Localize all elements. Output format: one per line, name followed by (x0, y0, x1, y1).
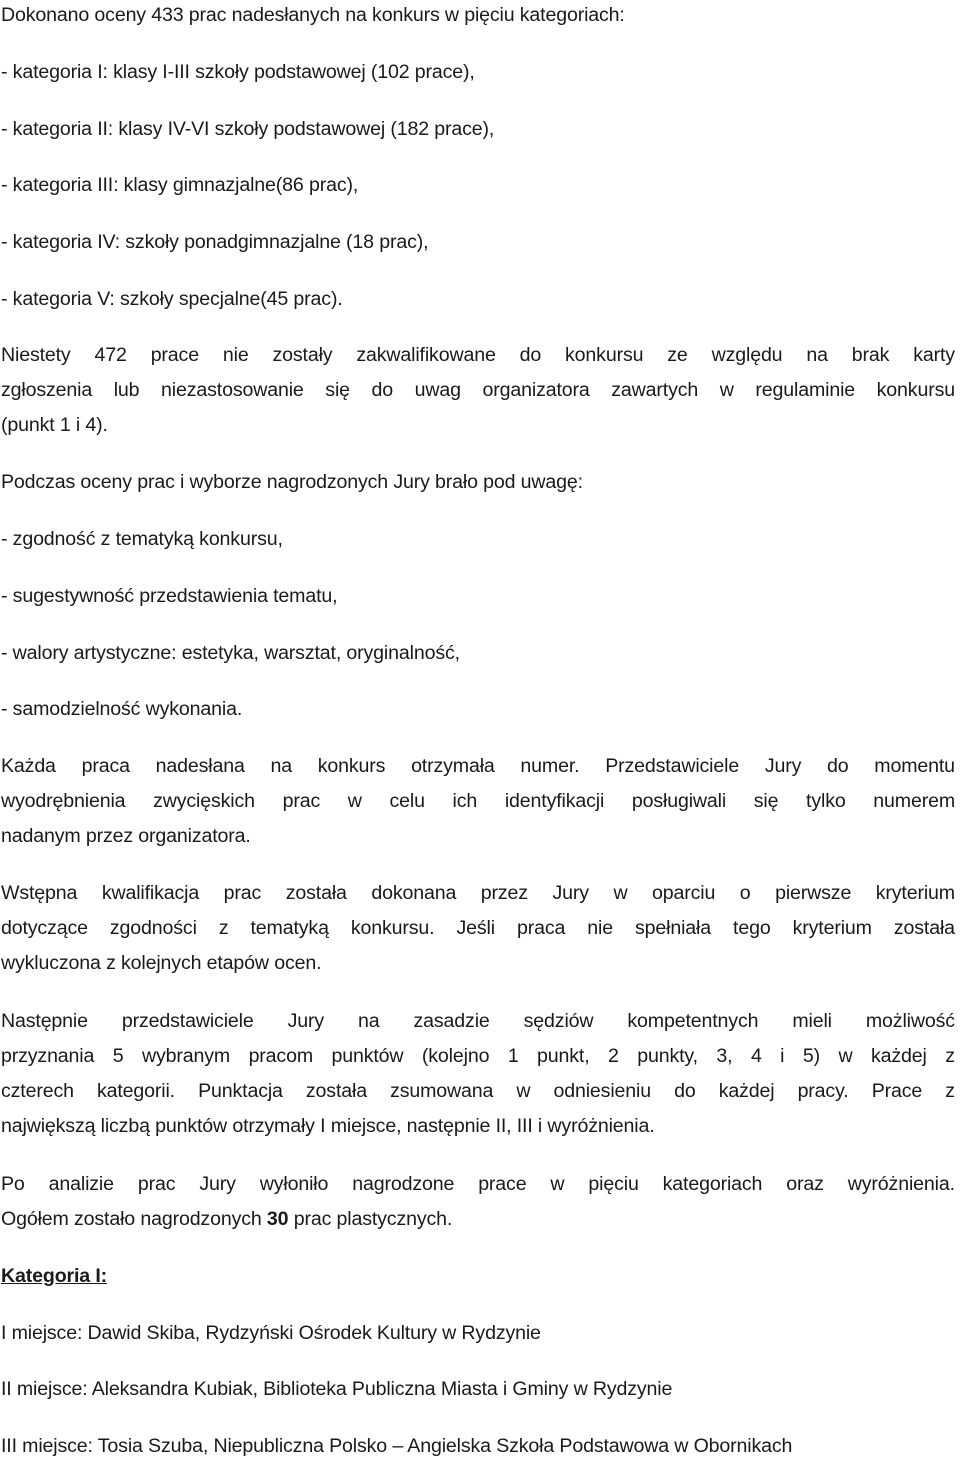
word: 5 (112, 1045, 124, 1067)
numbering-paragraph-line (1, 786, 955, 816)
word: odniesieniu (553, 1080, 651, 1102)
word: do (371, 379, 394, 401)
word: została (305, 1080, 367, 1102)
word: zgodności (109, 917, 197, 939)
criterion-item: - samodzielność wykonania. (1, 698, 243, 720)
word: każdej (870, 1045, 927, 1067)
word: Następnie (1, 1010, 88, 1032)
word: oparciu (652, 882, 716, 904)
word: spełniała (635, 917, 711, 939)
criterion-item: - zgodność z tematyką konkursu, (1, 528, 283, 550)
word: Niestety (1, 344, 71, 366)
word: w (719, 379, 734, 401)
word: wyłoniło (259, 1173, 329, 1195)
word: Każda (1, 755, 56, 777)
word: konkursu (876, 379, 955, 401)
word: przez (480, 882, 528, 904)
word: organizatora (482, 379, 590, 401)
word: karty (913, 344, 955, 366)
word: Wstępna (1, 882, 78, 904)
word: została (285, 882, 347, 904)
category-item: - kategoria II: klasy IV-VI szkoły podstawowej (182 prace), (1, 118, 495, 140)
word: prace (150, 344, 199, 366)
word: tylko (806, 790, 846, 812)
category-heading: Kategoria I: (1, 1265, 107, 1287)
word: sędziów (523, 1010, 594, 1032)
word: z (945, 1080, 955, 1102)
word: z (945, 1045, 955, 1067)
result-text: prac plastycznych. (288, 1208, 453, 1230)
word: Jury (199, 1173, 236, 1195)
word: zasadzie (413, 1010, 490, 1032)
word: dotyczące (1, 917, 88, 939)
word: pracy. (797, 1080, 849, 1102)
word: zsumowana (390, 1080, 494, 1102)
word: tematyką (250, 917, 329, 939)
word: każdej (718, 1080, 775, 1102)
word: Jury (552, 882, 589, 904)
word: (kolejno (421, 1045, 490, 1067)
rejected-paragraph-line: (punkt 1 i 4). (1, 414, 108, 436)
word: Jury (764, 755, 802, 777)
word: 3, (716, 1045, 733, 1067)
word: została (893, 917, 955, 939)
numbering-paragraph-line: nadanym przez organizatora. (1, 825, 251, 847)
word: celu (389, 790, 425, 812)
word: zawartych (611, 379, 699, 401)
word: kategoriach (662, 1173, 763, 1195)
result-text: Ogółem zostało nagrodzonych (1, 1208, 267, 1230)
rejected-paragraph-line (1, 375, 955, 405)
word: Jeśli (456, 917, 495, 939)
word: numerem (873, 790, 955, 812)
word: momentu (874, 755, 955, 777)
criterion-item: - sugestywność przedstawienia tematu, (1, 585, 338, 607)
word: z (218, 917, 229, 939)
word: nadesłana (155, 755, 245, 777)
word: 2 (608, 1045, 619, 1067)
word: ze (667, 344, 688, 366)
word: w (347, 790, 362, 812)
word: w (613, 882, 628, 904)
word: wybranym (141, 1045, 231, 1067)
word: wyodrębnienia (1, 790, 126, 812)
word: nie (587, 917, 613, 939)
qualification-paragraph-line (1, 878, 955, 908)
word: niezastosowanie (161, 379, 304, 401)
word: do (674, 1080, 696, 1102)
word: kryterium (875, 882, 955, 904)
word: się (325, 379, 350, 401)
word: posługiwali (631, 790, 727, 812)
word: 472 (94, 344, 127, 366)
word: możliwość (865, 1010, 955, 1032)
word: konkurs (317, 755, 386, 777)
word: w (550, 1173, 565, 1195)
word: zostały (272, 344, 333, 366)
qualification-paragraph-line (1, 913, 955, 943)
word: 5) (802, 1045, 820, 1067)
word: otrzymała (411, 755, 495, 777)
category-item: - kategoria III: klasy gimnazjalne(86 prac), (1, 174, 359, 196)
word: punktów (331, 1045, 404, 1067)
word: o (739, 882, 751, 904)
word: do (519, 344, 542, 366)
word: zwycięskich (153, 790, 255, 812)
word: oraz (786, 1173, 824, 1195)
points-paragraph-line (1, 1041, 955, 1071)
word: przedstawiciele (121, 1010, 254, 1032)
qualification-paragraph-line: wykluczona z kolejnych etapów ocen. (1, 952, 322, 974)
word: Punktacja (198, 1080, 283, 1102)
intro-text: Dokonano oceny 433 prac nadesłanych na konkurs w pięciu kategoriach: (1, 4, 625, 26)
word: ich (452, 790, 478, 812)
word: Przedstawiciele (605, 755, 740, 777)
word: w (838, 1045, 853, 1067)
word: konkursu. (350, 917, 435, 939)
word: Po (1, 1173, 25, 1195)
word: kompetentnych (627, 1010, 759, 1032)
word: tego (733, 917, 771, 939)
award-item: III miejsce: Tosia Szuba, Niepubliczna Polsko – Angielska Szkoła Podstawowa w Obornikach (1, 1435, 793, 1457)
category-item: - kategoria I: klasy I-III szkoły podstawowej (102 prace), (1, 61, 475, 83)
award-item: II miejsce: Aleksandra Kubiak, Biblioteka Publiczna Miasta i Gminy w Rydzynie (1, 1378, 673, 1400)
category-item: - kategoria IV: szkoły ponadgimnazjalne (18 prac), (1, 231, 429, 253)
word: regulaminie (755, 379, 856, 401)
word: uwag (414, 379, 461, 401)
criterion-item: - walory artystyczne: estetyka, warsztat, oryginalność, (1, 642, 460, 664)
word: 1 (507, 1045, 519, 1067)
points-paragraph-line: największą liczbą punktów otrzymały I miejsce, następnie II, III i wyróżnienia. (1, 1115, 655, 1137)
word: prac (137, 1173, 176, 1195)
word: wyróżnienia. (847, 1173, 955, 1195)
word: praca (516, 917, 566, 939)
word: w (516, 1080, 531, 1102)
word: pracom (248, 1045, 313, 1067)
word: punkt, (537, 1045, 590, 1067)
result-paragraph-line (1, 1204, 452, 1234)
word: Jury (287, 1010, 325, 1032)
word: pięciu (588, 1173, 639, 1195)
word: analizie (48, 1173, 114, 1195)
word: kwalifikacja (101, 882, 200, 904)
word: zgłoszenia (1, 379, 93, 401)
result-paragraph-line (1, 1169, 955, 1199)
word: lub (113, 379, 140, 401)
word: Prace (871, 1080, 923, 1102)
points-paragraph-line (1, 1006, 955, 1036)
word: prac (223, 882, 262, 904)
word: 4 (750, 1045, 762, 1067)
word: konkursu (565, 344, 644, 366)
rejected-paragraph-line (1, 340, 955, 370)
word: prac (282, 790, 321, 812)
numbering-paragraph-line (1, 751, 955, 781)
points-paragraph-line (1, 1076, 955, 1106)
word: prace (478, 1173, 527, 1195)
word: zakwalifikowane (356, 344, 496, 366)
jury-intro-text: Podczas oceny prac i wyborze nagrodzonych Jury brało pod uwagę: (1, 471, 583, 493)
word: brak (851, 344, 890, 366)
word: się (753, 790, 779, 812)
awarded-count: 30 (266, 1208, 289, 1230)
word: i (780, 1045, 785, 1067)
word: na (806, 344, 828, 366)
word: kategorii. (96, 1080, 175, 1102)
word: numer. (520, 755, 580, 777)
word: do (827, 755, 849, 777)
word: punkty, (637, 1045, 698, 1067)
word: praca (81, 755, 130, 777)
word: na (358, 1010, 380, 1032)
word: nie (222, 344, 249, 366)
word: mieli (792, 1010, 832, 1032)
word: identyfikacji (504, 790, 605, 812)
word: względu (711, 344, 783, 366)
word: przyznania (1, 1045, 95, 1067)
word: nagrodzone (352, 1173, 455, 1195)
word: czterech (1, 1080, 74, 1102)
award-item: I miejsce: Dawid Skiba, Rydzyński Ośrodek Kultury w Rydzynie (1, 1322, 541, 1344)
word: na (270, 755, 292, 777)
word: pierwsze (775, 882, 852, 904)
word: kryterium (792, 917, 872, 939)
word: dokonana (371, 882, 457, 904)
category-item: - kategoria V: szkoły specjalne(45 prac). (1, 288, 343, 310)
